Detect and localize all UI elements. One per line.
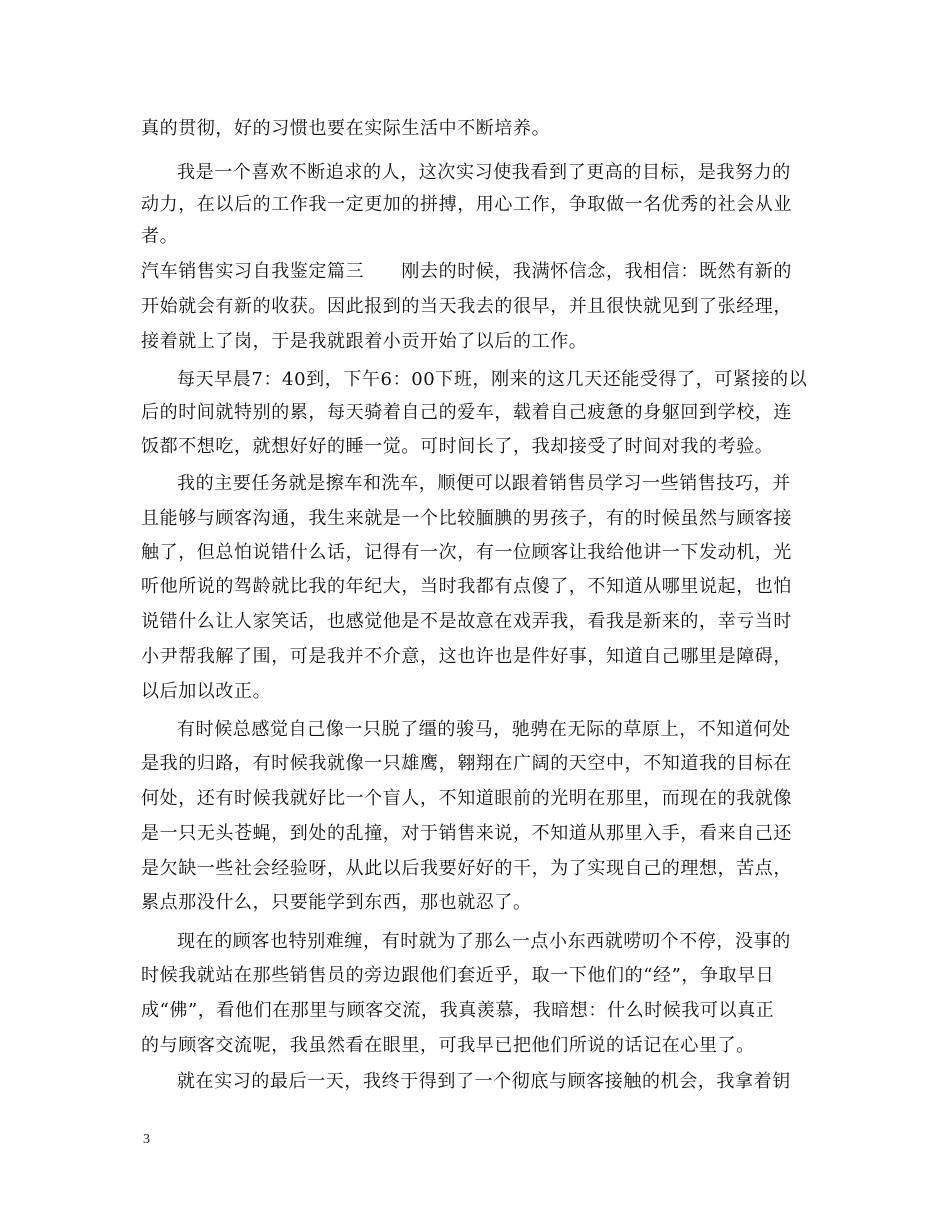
text-line: 的与顾客交流呢，我虽然看在眼里，可我早已把他们所说的话记在心里了。 bbox=[141, 1035, 755, 1056]
text-line: 现在的顾客也特别难缠，有时就为了那么一点小东西就唠叨个不停，没事的 bbox=[177, 931, 791, 952]
text-line: 以后加以改正。 bbox=[141, 681, 272, 702]
text-line: 累点那没什么，只要能学到东西，那也就忍了。 bbox=[141, 892, 532, 913]
text-line: 每天早晨7：40到，下午6：00下班，刚来的这几天还能受得了，可紧接的以 bbox=[177, 369, 808, 390]
text-line: 者。 bbox=[141, 226, 179, 247]
text-line: 成“佛”，看他们在那里与顾客交流，我真羡慕，我暗想：什么时候我可以真正 bbox=[141, 1000, 775, 1021]
text-line: 何处，还有时候我就好比一个盲人，不知道眼前的光明在那里，而现在的我就像 bbox=[141, 788, 792, 809]
text-line: 是欠缺一些社会经验呀，从此以后我要好好的干，为了实现自己的理想，苦点， bbox=[141, 858, 792, 879]
text-line: 动力，在以后的工作我一定更加的拼搏，用心工作，争取做一名优秀的社会从业 bbox=[141, 194, 792, 215]
text-line: 开始就会有新的收获。因此报到的当天我去的很早，并且很快就见到了张经理， bbox=[141, 296, 792, 317]
text-line: 接着就上了岗，于是我就跟着小贡开始了以后的工作。 bbox=[141, 331, 588, 352]
text-line: 有时候总感觉自己像一只脱了缰的骏马，驰骋在无际的草原上，不知道何处 bbox=[177, 719, 791, 740]
section-heading-line: 汽车销售实习自我鉴定篇三 刚去的时候，我满怀信念，我相信：既然有新的 bbox=[141, 261, 792, 282]
text-line: 真的贯彻，好的习惯也要在实际生活中不断培养。 bbox=[141, 118, 551, 139]
text-line: 就在实习的最后一天，我终于得到了一个彻底与顾客接触的机会，我拿着钥 bbox=[177, 1071, 791, 1092]
text-line: 饭都不想吃，就想好好的睡一觉。可时间长了，我却接受了时间对我的考验。 bbox=[141, 436, 774, 457]
text-line: 且能够与顾客沟通，我生来就是一个比较腼腆的男孩子，有的时候虽然与顾客接 bbox=[141, 508, 792, 529]
text-line: 说错什么让人家笑话，也感觉他是不是故意在戏弄我，看我是新来的，幸亏当时 bbox=[141, 611, 792, 632]
page-number: 3 bbox=[143, 1132, 150, 1147]
text-line: 我的主要任务就是擦车和洗车，顺便可以跟着销售员学习一些销售技巧，并 bbox=[177, 473, 791, 494]
text-line: 小尹帮我解了围，可是我并不介意，这也许也是件好事，知道自己哪里是障碍， bbox=[141, 646, 792, 667]
text-line: 时候我就站在那些销售员的旁边跟他们套近乎，取一下他们的“经”，争取早日 bbox=[141, 965, 775, 986]
text-line: 我是一个喜欢不断追求的人，这次实习使我看到了更高的目标，是我努力的 bbox=[177, 162, 791, 183]
text-line: 听他所说的驾龄就比我的年纪大，当时我都有点傻了，不知道从哪里说起，也怕 bbox=[141, 576, 792, 597]
text-line: 是我的归路，有时候我就像一只雄鹰，翱翔在广阔的天空中，不知道我的目标在 bbox=[141, 753, 792, 774]
text-line: 触了，但总怕说错什么话，记得有一次，有一位顾客让我给他讲一下发动机，光 bbox=[141, 542, 792, 563]
text-line: 是一只无头苍蝇，到处的乱撞，对于销售来说，不知道从那里入手，看来自己还 bbox=[141, 823, 792, 844]
text-line: 后的时间就特别的累，每天骑着自己的爱车，载着自己疲惫的身躯回到学校，连 bbox=[141, 402, 792, 423]
